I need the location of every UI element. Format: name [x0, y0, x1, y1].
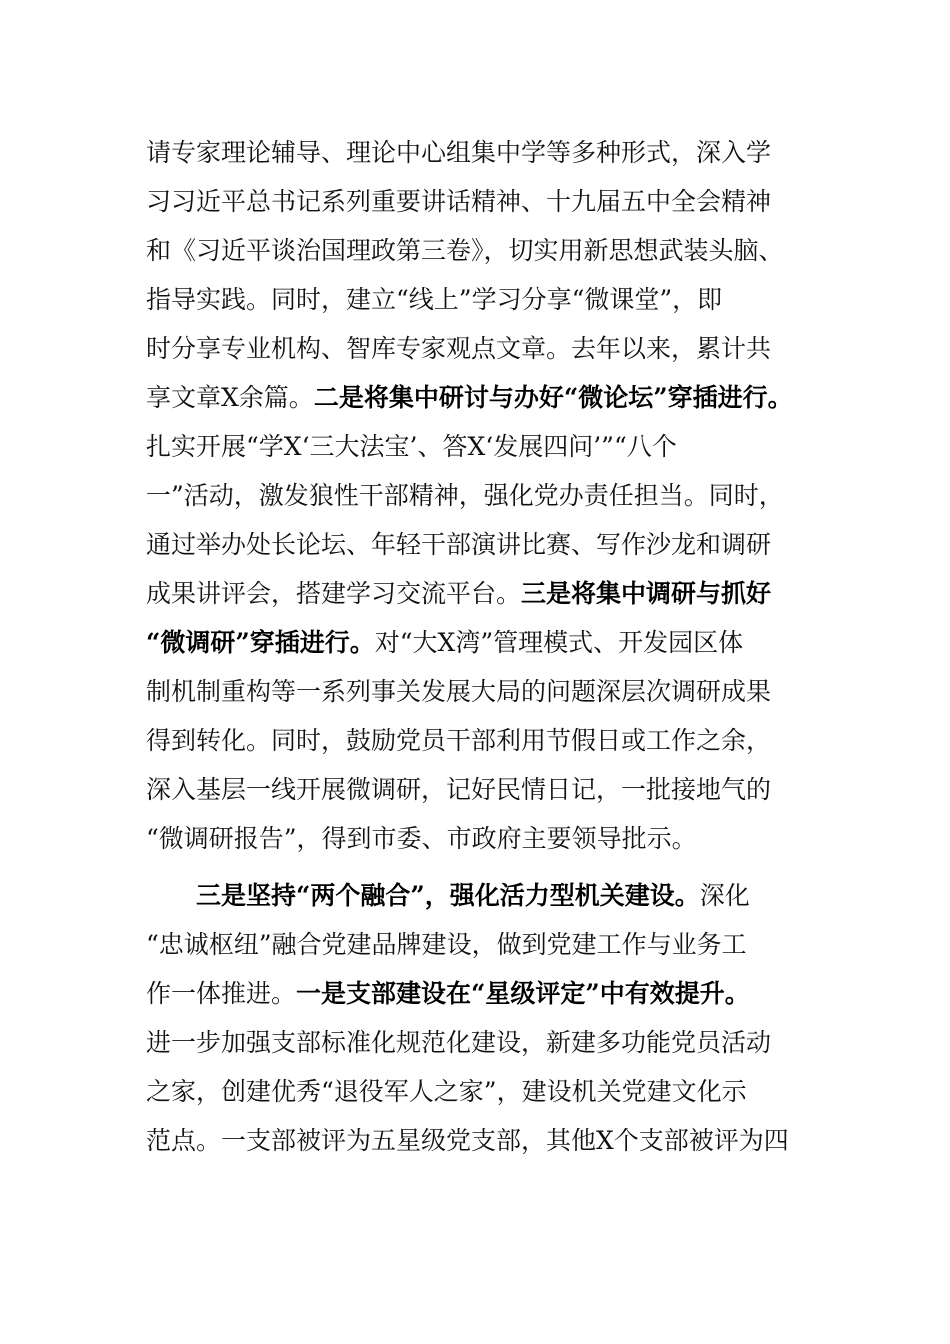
text-segment: 指导实践。同时，建立“线上”学习分享“微课堂”，即 — [146, 285, 723, 314]
text-line — [146, 765, 826, 814]
bold-heading: 二是将集中研讨与办好“微论坛”穿插进行。 — [313, 383, 793, 412]
text-segment: 深入基层一线开展微调研，记好民情日记，一批接地气的 — [146, 775, 772, 804]
text-line — [146, 920, 826, 969]
text-segment: “微调研报告”，得到市委、市政府主要领导批示。 — [146, 824, 697, 853]
section-heading-line — [146, 871, 826, 920]
text-line — [146, 128, 826, 177]
text-segment: “忠诚枢纽”融合党建品牌建设，做到党建工作与业务工 — [146, 930, 747, 959]
text-segment: 和《习近平谈治国理政第三卷》，切实用新思想武装头脑、 — [146, 236, 784, 265]
text-line — [146, 716, 826, 765]
text-segment: 通过举办处长论坛、年轻干部演讲比赛、写作沙龙和调研 — [146, 530, 772, 559]
text-segment: 习习近平总书记系列重要讲话精神、十九届五中全会精神 — [146, 187, 772, 216]
text-line — [146, 667, 826, 716]
text-segment: 请专家理论辅导、理论中心组集中学等多种形式，深入学 — [146, 138, 772, 167]
section-heading: 三是坚持“两个融合”，强化活力型机关建设。 — [196, 881, 700, 910]
text-line — [146, 969, 826, 1018]
text-segment: 范点。一支部被评为五星级党支部，其他X个支部被评为四 — [146, 1126, 789, 1155]
text-line — [146, 324, 826, 373]
text-line — [146, 520, 826, 569]
text-line — [146, 471, 826, 520]
text-line — [146, 1116, 826, 1165]
bold-heading: “微调研”穿插进行。 — [146, 628, 375, 657]
text-line — [146, 814, 826, 863]
bold-heading: 三是将集中调研与抓好 — [521, 579, 772, 608]
text-segment: 对“大X湾”管理模式、开发园区体 — [374, 628, 744, 657]
text-line — [146, 373, 826, 422]
text-segment: 之家，创建优秀“退役军人之家”，建设机关党建文化示 — [146, 1077, 747, 1106]
text-segment: 时分享专业机构、智库专家观点文章。去年以来，累计共 — [146, 334, 772, 363]
text-line — [146, 1067, 826, 1116]
bold-heading: 一是支部建设在“星级评定”中有效提升。 — [296, 979, 750, 1008]
text-line — [146, 618, 826, 667]
text-segment: 进一步加强支部标准化规范化建设，新建多功能党员活动 — [146, 1028, 772, 1057]
text-segment: 享文章X余篇。 — [146, 383, 314, 412]
text-line — [146, 569, 826, 618]
text-line — [146, 1018, 826, 1067]
text-segment: 作一体推进。 — [146, 979, 297, 1008]
text-line — [146, 422, 826, 471]
text-segment: 一”活动，激发狼性干部精神，强化党办责任担当。同时， — [146, 481, 784, 510]
text-segment: 得到转化。同时，鼓励党员干部利用节假日或工作之余， — [146, 726, 772, 755]
text-line — [146, 177, 826, 226]
text-segment: 扎实开展“学X‘三大法宝’、答X‘发展四问’”“八个 — [146, 432, 677, 461]
text-line — [146, 275, 826, 324]
body-text — [146, 128, 826, 1165]
text-segment: 成果讲评会，搭建学习交流平台。 — [146, 579, 522, 608]
text-line — [146, 226, 826, 275]
text-segment: 深化 — [699, 881, 750, 910]
text-segment: 制机制重构等一系列事关发展大局的问题深层次调研成果 — [146, 677, 772, 706]
